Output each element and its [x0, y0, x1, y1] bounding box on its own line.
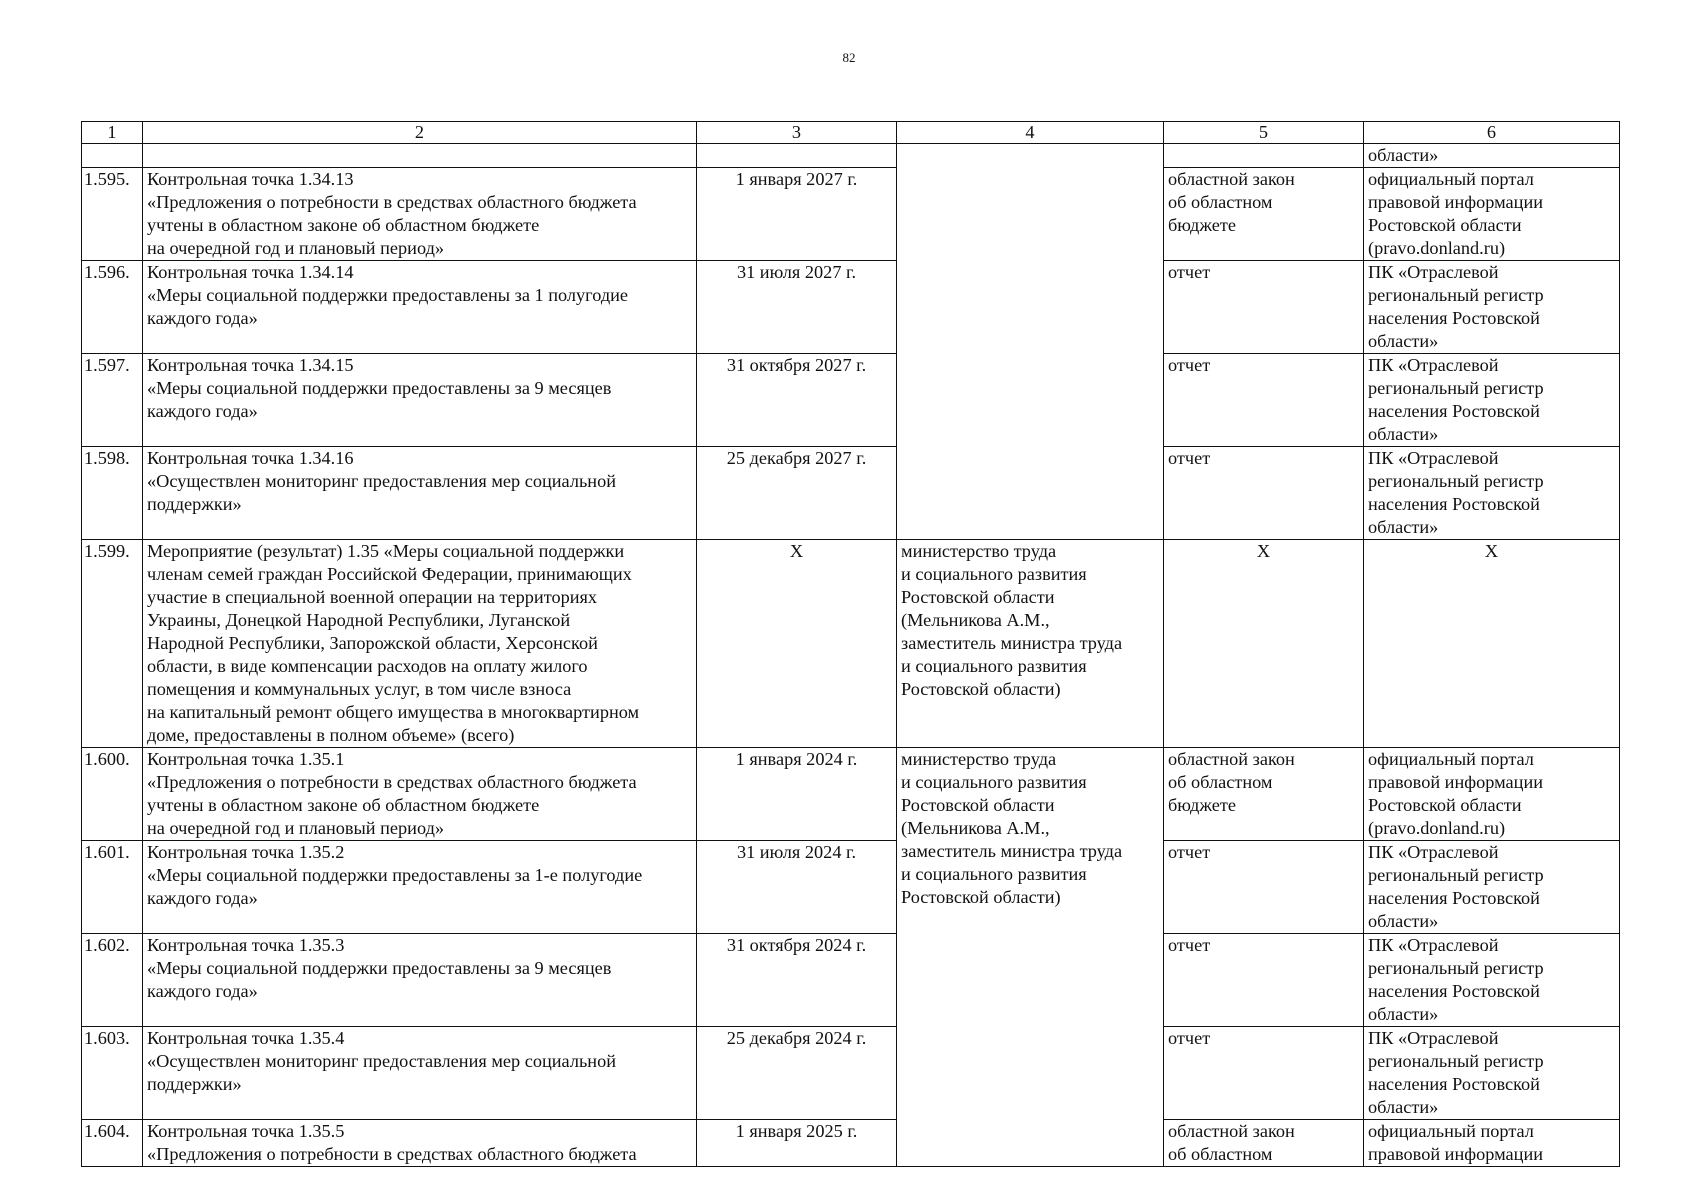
table-row: [82, 168, 1620, 261]
cell-line: Контрольная точка 1.34.14: [147, 262, 354, 282]
cell-line: Ростовской области: [1368, 215, 1522, 235]
cell-line: бюджете: [1168, 795, 1236, 815]
cell-line: области»: [1368, 1004, 1439, 1024]
cell-line: областной закон: [1168, 749, 1295, 769]
cell-line: «Меры социальной поддержки предоставлены за 9 месяцев: [147, 378, 612, 398]
cell-line: отчет: [1168, 842, 1211, 862]
cell-line: «Предложения о потребности в средствах областного бюджета: [147, 1144, 637, 1164]
cell-line: об областном: [1168, 192, 1273, 212]
cell-line: учтены в областном законе об областном бюджете: [147, 795, 540, 815]
cell-line: ПК «Отраслевой: [1368, 262, 1499, 282]
cell-line: ПК «Отраслевой: [1368, 842, 1499, 862]
info-system-cell: [1364, 261, 1620, 354]
table-row: [82, 841, 1620, 934]
cell-line: региональный регистр: [1368, 378, 1544, 398]
table-row: [82, 354, 1620, 447]
cell-line: региональный регистр: [1368, 958, 1544, 978]
cell-line: (Мельникова А.М.,: [901, 610, 1050, 630]
table-row: [82, 261, 1620, 354]
header-cell: 2: [143, 122, 697, 144]
cell-line: Народной Республики, Запорожской области, Херсонской: [147, 633, 598, 653]
cell-line: официальный портал: [1368, 1121, 1534, 1141]
cell-line: правовой информации: [1368, 1144, 1544, 1164]
date-cell: 1 января 2027 г.: [697, 168, 897, 261]
cell-line: Ростовской области: [901, 795, 1055, 815]
cell-line: «Осуществлен мониторинг предоставления мер социальной: [147, 1051, 616, 1071]
cell-line: региональный регистр: [1368, 285, 1544, 305]
cell-line: министерство труда: [901, 749, 1057, 769]
cell-line: «Осуществлен мониторинг предоставления мер социальной: [147, 471, 616, 491]
document-type-cell: [1164, 144, 1364, 168]
date-cell: 31 июля 2027 г.: [697, 261, 897, 354]
row-number: 1.602.: [82, 934, 143, 1027]
info-system-cell: [1364, 748, 1620, 841]
cell-line: «Предложения о потребности в средствах областного бюджета: [147, 192, 637, 212]
cell-line: области»: [1368, 911, 1439, 931]
cell-line: заместитель министра труда: [901, 633, 1123, 653]
cell-line: области»: [1368, 517, 1439, 537]
cell-line: отчет: [1168, 355, 1211, 375]
date-cell: [697, 144, 897, 168]
cell-line: X: [1256, 541, 1271, 561]
cell-line: области»: [1368, 145, 1439, 165]
cell-line: Ростовской области): [901, 679, 1061, 699]
cell-line: официальный портал: [1368, 749, 1534, 769]
cell-line: населения Ростовской: [1368, 888, 1540, 908]
cell-line: правовой информации: [1368, 192, 1544, 212]
cell-line: региональный регистр: [1368, 1051, 1544, 1071]
table-row: [82, 748, 1620, 841]
cell-line: на капитальный ремонт общего имущества в многоквартирном: [147, 702, 640, 722]
cell-line: каждого года»: [147, 401, 258, 421]
document-type-cell: [1164, 841, 1364, 934]
description-cell: [143, 354, 697, 447]
cell-line: доме, предоставлены в полном объеме» (всего): [147, 725, 515, 745]
description-cell: [143, 748, 697, 841]
cell-line: и социального развития: [901, 864, 1087, 884]
row-number: 1.601.: [82, 841, 143, 934]
cell-line: областной закон: [1168, 169, 1295, 189]
cell-line: области»: [1368, 1097, 1439, 1117]
cell-line: поддержки»: [147, 494, 242, 514]
date-cell: 25 декабря 2027 г.: [697, 447, 897, 540]
cell-line: министерство труда: [901, 541, 1057, 561]
document-type-cell: [1164, 261, 1364, 354]
table-row: [82, 934, 1620, 1027]
cell-line: членам семей граждан Российской Федерации, принимающих: [147, 564, 632, 584]
row-number: 1.604.: [82, 1120, 143, 1167]
date-cell: 31 июля 2024 г.: [697, 841, 897, 934]
row-number: 1.598.: [82, 447, 143, 540]
cell-line: ПК «Отраслевой: [1368, 448, 1499, 468]
description-cell: [143, 447, 697, 540]
responsible-cell: [897, 748, 1164, 1167]
info-system-cell: [1364, 841, 1620, 934]
description-cell: [143, 261, 697, 354]
cell-line: «Предложения о потребности в средствах областного бюджета: [147, 772, 637, 792]
cell-line: участие в специальной военной операции на территориях: [147, 587, 598, 607]
row-number: 1.603.: [82, 1027, 143, 1120]
table-body: [82, 144, 1620, 1167]
cell-line: отчет: [1168, 262, 1211, 282]
cell-line: об областном: [1168, 1144, 1273, 1164]
cell-line: отчет: [1168, 448, 1211, 468]
description-cell: [143, 1027, 697, 1120]
header-row: [82, 122, 1620, 144]
cell-line: Контрольная точка 1.34.15: [147, 355, 354, 375]
cell-line: и социального развития: [901, 772, 1087, 792]
cell-line: населения Ростовской: [1368, 308, 1540, 328]
info-system-cell: [1364, 1027, 1620, 1120]
date-cell: 25 декабря 2024 г.: [697, 1027, 897, 1120]
cell-line: Контрольная точка 1.35.1: [147, 749, 345, 769]
header-cell: 3: [697, 122, 897, 144]
cell-line: ПК «Отраслевой: [1368, 935, 1499, 955]
row-number: 1.599.: [82, 540, 143, 748]
cell-line: населения Ростовской: [1368, 494, 1540, 514]
cell-line: отчет: [1168, 1028, 1211, 1048]
date-cell: 1 января 2024 г.: [697, 748, 897, 841]
table-row: [82, 1120, 1620, 1167]
row-number: 1.597.: [82, 354, 143, 447]
info-system-cell: [1364, 354, 1620, 447]
cell-line: «Меры социальной поддержки предоставлены за 9 месяцев: [147, 958, 612, 978]
cell-line: Контрольная точка 1.35.2: [147, 842, 345, 862]
cell-line: официальный портал: [1368, 169, 1534, 189]
description-cell: [143, 540, 697, 748]
cell-line: заместитель министра труда: [901, 841, 1123, 861]
header-cell: 1: [82, 122, 143, 144]
cell-line: Контрольная точка 1.35.3: [147, 935, 345, 955]
document-type-cell: [1164, 354, 1364, 447]
row-number: [82, 144, 143, 168]
info-system-cell: [1364, 168, 1620, 261]
cell-line: региональный регистр: [1368, 471, 1544, 491]
cell-line: и социального развития: [901, 564, 1087, 584]
responsible-cell: [897, 540, 1164, 748]
cell-line: населения Ростовской: [1368, 981, 1540, 1001]
page-number: 82: [842, 50, 856, 65]
cell-line: Контрольная точка 1.34.13: [147, 169, 354, 189]
document-type-cell: [1164, 540, 1364, 748]
row-number: 1.595.: [82, 168, 143, 261]
description-cell: [143, 144, 697, 168]
info-system-cell: [1364, 1120, 1620, 1167]
cell-line: (pravo.donland.ru): [1368, 238, 1506, 258]
control-points-table: [81, 121, 1620, 1167]
info-system-cell: [1364, 540, 1620, 748]
cell-line: бюджете: [1168, 215, 1236, 235]
cell-line: на очередной год и плановый период»: [147, 238, 445, 258]
header-cell: 6: [1364, 122, 1620, 144]
description-cell: [143, 168, 697, 261]
cell-line: и социального развития: [901, 656, 1087, 676]
document-type-cell: [1164, 1120, 1364, 1167]
cell-line: Ростовской области: [901, 587, 1055, 607]
cell-line: области»: [1368, 331, 1439, 351]
cell-line: X: [1484, 541, 1499, 561]
cell-line: поддержки»: [147, 1074, 242, 1094]
header-cell: 5: [1164, 122, 1364, 144]
table-row: [82, 447, 1620, 540]
table-row: [82, 540, 1620, 748]
info-system-cell: [1364, 934, 1620, 1027]
info-system-cell: [1364, 144, 1620, 168]
document-type-cell: [1164, 447, 1364, 540]
cell-line: Мероприятие (результат) 1.35 «Меры социальной поддержки: [147, 541, 625, 561]
cell-line: «Меры социальной поддержки предоставлены за 1-е полугодие: [147, 865, 643, 885]
date-cell: 1 января 2025 г.: [697, 1120, 897, 1167]
cell-line: каждого года»: [147, 888, 258, 908]
cell-line: Контрольная точка 1.34.16: [147, 448, 354, 468]
cell-line: ПК «Отраслевой: [1368, 1028, 1499, 1048]
cell-line: региональный регистр: [1368, 865, 1544, 885]
cell-line: Контрольная точка 1.35.4: [147, 1028, 345, 1048]
cell-line: области»: [1368, 424, 1439, 444]
cell-line: на очередной год и плановый период»: [147, 818, 445, 838]
cell-line: Контрольная точка 1.35.5: [147, 1121, 345, 1141]
info-system-cell: [1364, 447, 1620, 540]
cell-line: каждого года»: [147, 981, 258, 1001]
cell-line: отчет: [1168, 935, 1211, 955]
cell-line: Ростовской области): [901, 887, 1061, 907]
cell-line: Украины, Донецкой Народной Республики, Луганской: [147, 610, 571, 630]
document-type-cell: [1164, 168, 1364, 261]
cell-line: помещения и коммунальных услуг, в том числе взноса: [147, 679, 572, 699]
cell-line: об областном: [1168, 772, 1273, 792]
description-cell: [143, 1120, 697, 1167]
continuation-row: [82, 144, 1620, 168]
date-cell: 31 октября 2027 г.: [697, 354, 897, 447]
cell-line: областной закон: [1168, 1121, 1295, 1141]
description-cell: [143, 841, 697, 934]
cell-line: «Меры социальной поддержки предоставлены за 1 полугодие: [147, 285, 629, 305]
cell-line: населения Ростовской: [1368, 1074, 1540, 1094]
cell-line: населения Ростовской: [1368, 401, 1540, 421]
description-cell: [143, 934, 697, 1027]
cell-line: ПК «Отраслевой: [1368, 355, 1499, 375]
document-type-cell: [1164, 934, 1364, 1027]
date-cell: 31 октября 2024 г.: [697, 934, 897, 1027]
cell-line: учтены в областном законе об областном бюджете: [147, 215, 540, 235]
cell-line: (Мельникова А.М.,: [901, 818, 1050, 838]
header-cell: 4: [897, 122, 1164, 144]
responsible-cell: [897, 144, 1164, 540]
document-type-cell: [1164, 1027, 1364, 1120]
table-row: [82, 1027, 1620, 1120]
document-type-cell: [1164, 748, 1364, 841]
row-number: 1.600.: [82, 748, 143, 841]
cell-line: Ростовской области: [1368, 795, 1522, 815]
cell-line: (pravo.donland.ru): [1368, 818, 1506, 838]
cell-line: каждого года»: [147, 308, 258, 328]
row-number: 1.596.: [82, 261, 143, 354]
cell-line: правовой информации: [1368, 772, 1544, 792]
cell-line: области, в виде компенсации расходов на оплату жилого: [147, 656, 588, 676]
date-cell: X: [697, 540, 897, 748]
